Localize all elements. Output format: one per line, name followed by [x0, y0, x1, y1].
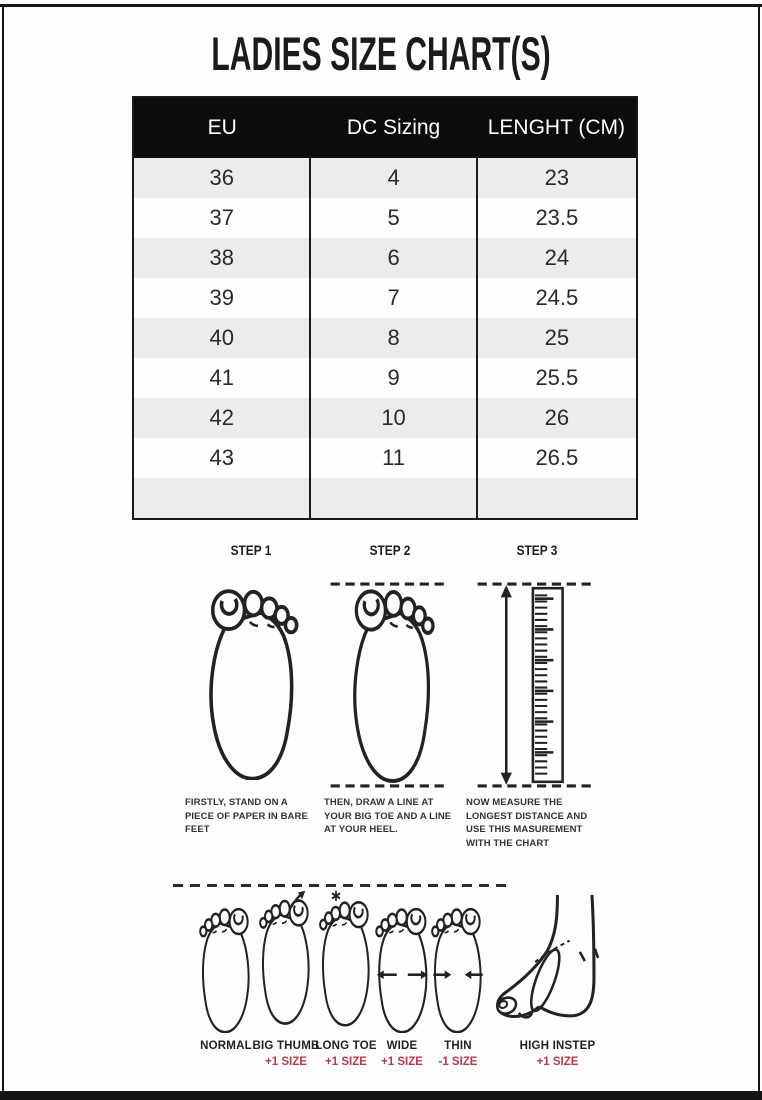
- foot-long-toe-illustration: [316, 889, 376, 1038]
- ruler-icon: [533, 588, 563, 782]
- size-table-row: [133, 238, 637, 278]
- foot-type-wide: WIDE +1 SIZE: [381, 1040, 423, 1068]
- step-2-label: STEP 2: [369, 542, 411, 558]
- dc-cell: 4: [310, 158, 476, 198]
- frame-right-border: [758, 4, 760, 1091]
- step-2-instruction: THEN, DRAW A LINE AT YOUR BIG TOE AND A LINE AT YOUR HEEL.: [324, 797, 452, 835]
- foot-type-big-thumb: BIG THUMB +1 SIZE: [252, 1040, 320, 1068]
- eu-cell: 37: [133, 198, 310, 238]
- ruler-measure-icon: [474, 580, 600, 790]
- foot-type-long-toe: LONG TOE +1 SIZE: [315, 1040, 377, 1068]
- length-cell: 25.5: [477, 358, 637, 398]
- step-3-instruction: NOW MEASURE THE LONGEST DISTANCE AND USE THIS MASUREMENT WITH THE CHART: [466, 797, 588, 849]
- foot-type-normal: NORMAL: [200, 1040, 252, 1052]
- length-cell: 25: [477, 318, 637, 358]
- dc-cell: 8: [310, 318, 476, 358]
- foot-big-thumb-illustration: [256, 889, 316, 1038]
- step-1-column: [185, 542, 317, 837]
- eu-cell: 39: [133, 278, 310, 318]
- size-table-row: [133, 318, 637, 358]
- length-cell: 24.5: [477, 278, 637, 318]
- step-3-label: STEP 3: [516, 542, 558, 558]
- size-table: [132, 96, 638, 520]
- length-cell: 26: [477, 398, 637, 438]
- bare-foot-icon: [198, 584, 304, 780]
- eu-cell: 42: [133, 398, 310, 438]
- dc-cell: 5: [310, 198, 476, 238]
- foot-type-thin: THIN -1 SIZE: [438, 1040, 478, 1068]
- dc-cell: 9: [310, 358, 476, 398]
- frame-left-border: [2, 4, 4, 1091]
- step-3-illustration: [466, 558, 608, 796]
- eu-cell: 40: [133, 318, 310, 358]
- step-1-instruction: FIRSTLY, STAND ON A PIECE OF PAPER IN BARE FEET: [185, 797, 308, 835]
- foot-between-lines-icon: [327, 580, 453, 790]
- size-table-header-row: [133, 97, 637, 158]
- size-table-row: [133, 398, 637, 438]
- measure-arrow-icon: [501, 585, 512, 785]
- eu-cell: 43: [133, 438, 310, 478]
- length-cell: 24: [477, 238, 637, 278]
- step-3-column: [466, 542, 608, 850]
- length-cell: 23.5: [477, 198, 637, 238]
- step-1-label: STEP 1: [230, 542, 272, 558]
- step-2-illustration: [324, 558, 456, 796]
- length-cell: 26.5: [477, 438, 637, 478]
- eu-cell: 41: [133, 358, 310, 398]
- size-table-row: [133, 158, 637, 198]
- dashed-measure-line: [173, 884, 509, 887]
- foot-type-high-instep: HIGH INSTEP +1 SIZE: [519, 1040, 596, 1068]
- foot-thin-illustration: [428, 889, 488, 1038]
- dc-cell: 11: [310, 438, 476, 478]
- eu-cell: 38: [133, 238, 310, 278]
- header-cell-length: LENGHT (CM): [477, 97, 637, 158]
- header-cell-eu: EU: [133, 97, 310, 158]
- frame-top-border: [0, 4, 762, 7]
- dc-cell: 10: [310, 398, 476, 438]
- asterisk-mark-icon: [332, 891, 340, 901]
- page-title: LADIES SIZE CHART(S): [211, 27, 551, 80]
- size-table-row: [133, 278, 637, 318]
- header-cell-dc-sizing: DC Sizing: [310, 97, 476, 158]
- length-cell: 23: [477, 158, 637, 198]
- size-table-row: [133, 438, 637, 478]
- size-table-row: [133, 358, 637, 398]
- dc-cell: 6: [310, 238, 476, 278]
- size-table-row: [133, 198, 637, 238]
- foot-high-instep-illustration: [492, 893, 630, 1040]
- frame-bottom-border: [0, 1091, 762, 1100]
- foot-wide-illustration: [372, 889, 434, 1038]
- eu-cell: 36: [133, 158, 310, 198]
- step-1-illustration: [185, 558, 317, 796]
- foot-normal-illustration: [196, 889, 256, 1038]
- dc-cell: 7: [310, 278, 476, 318]
- size-table-empty-row: [133, 478, 637, 519]
- step-2-column: [324, 542, 456, 837]
